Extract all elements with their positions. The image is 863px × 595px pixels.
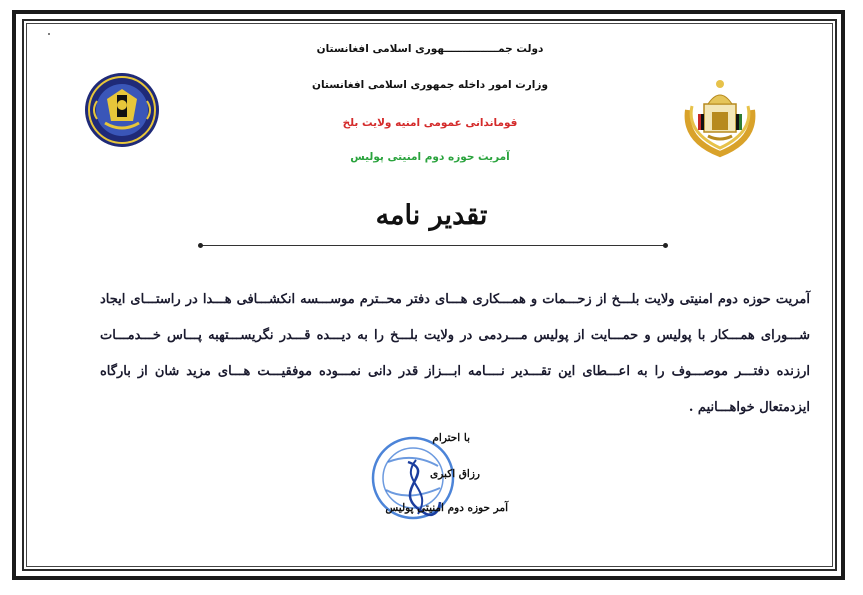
signatory-name: رزاق اکبری bbox=[430, 468, 480, 480]
header-line-directorate: آمریت حوزه دوم امنیتی پولیس bbox=[350, 151, 510, 163]
divider-end-dot bbox=[663, 243, 668, 248]
document-title: تقدیر نامه bbox=[375, 200, 488, 231]
header-line-ministry: وزارت امور داخله جمهوری اسلامی افغانستان bbox=[312, 79, 548, 91]
header-line-government: دولت جمـــــــــــــــهوری اسلامی افغانستان bbox=[316, 43, 544, 55]
corner-mark bbox=[48, 33, 50, 35]
title-divider bbox=[200, 245, 666, 246]
certificate-body: آمریت حوزه دوم امنیتی ولایت بلـــخ از زحـــمات و همـــکاری هـــای دفتر محــترم موســـسه انکشـــافی هـــدا در راستـــای ایجاد شـــورای همـــکار با پولیس و حمـــایت از پولیس مـــردمی در ولایت بلـــخ را به دیـــده قـــدر نگریســـتهبه پـــاس خـــدمـــات ارزنده دفتـــر موصـــوف را به اعـــطای این تقـــدیر نــــامه ابـــزاز قدر دانی نمـــوده موفقیـــت هـــای مزید شان از بارگاه ایزدمتعال خواهـــانیم . bbox=[100, 292, 810, 415]
signatory-title: آمر حوزه دوم امنیتی پولیس bbox=[385, 502, 508, 514]
police-emblem-icon bbox=[83, 71, 161, 149]
closing-greeting: با احترام bbox=[432, 432, 470, 444]
national-emblem-icon bbox=[674, 70, 766, 162]
header-line-command: قوماندانی عمومی امنیه ولایت بلخ bbox=[342, 117, 518, 129]
signature-block bbox=[360, 428, 510, 528]
divider-end-dot bbox=[198, 243, 203, 248]
